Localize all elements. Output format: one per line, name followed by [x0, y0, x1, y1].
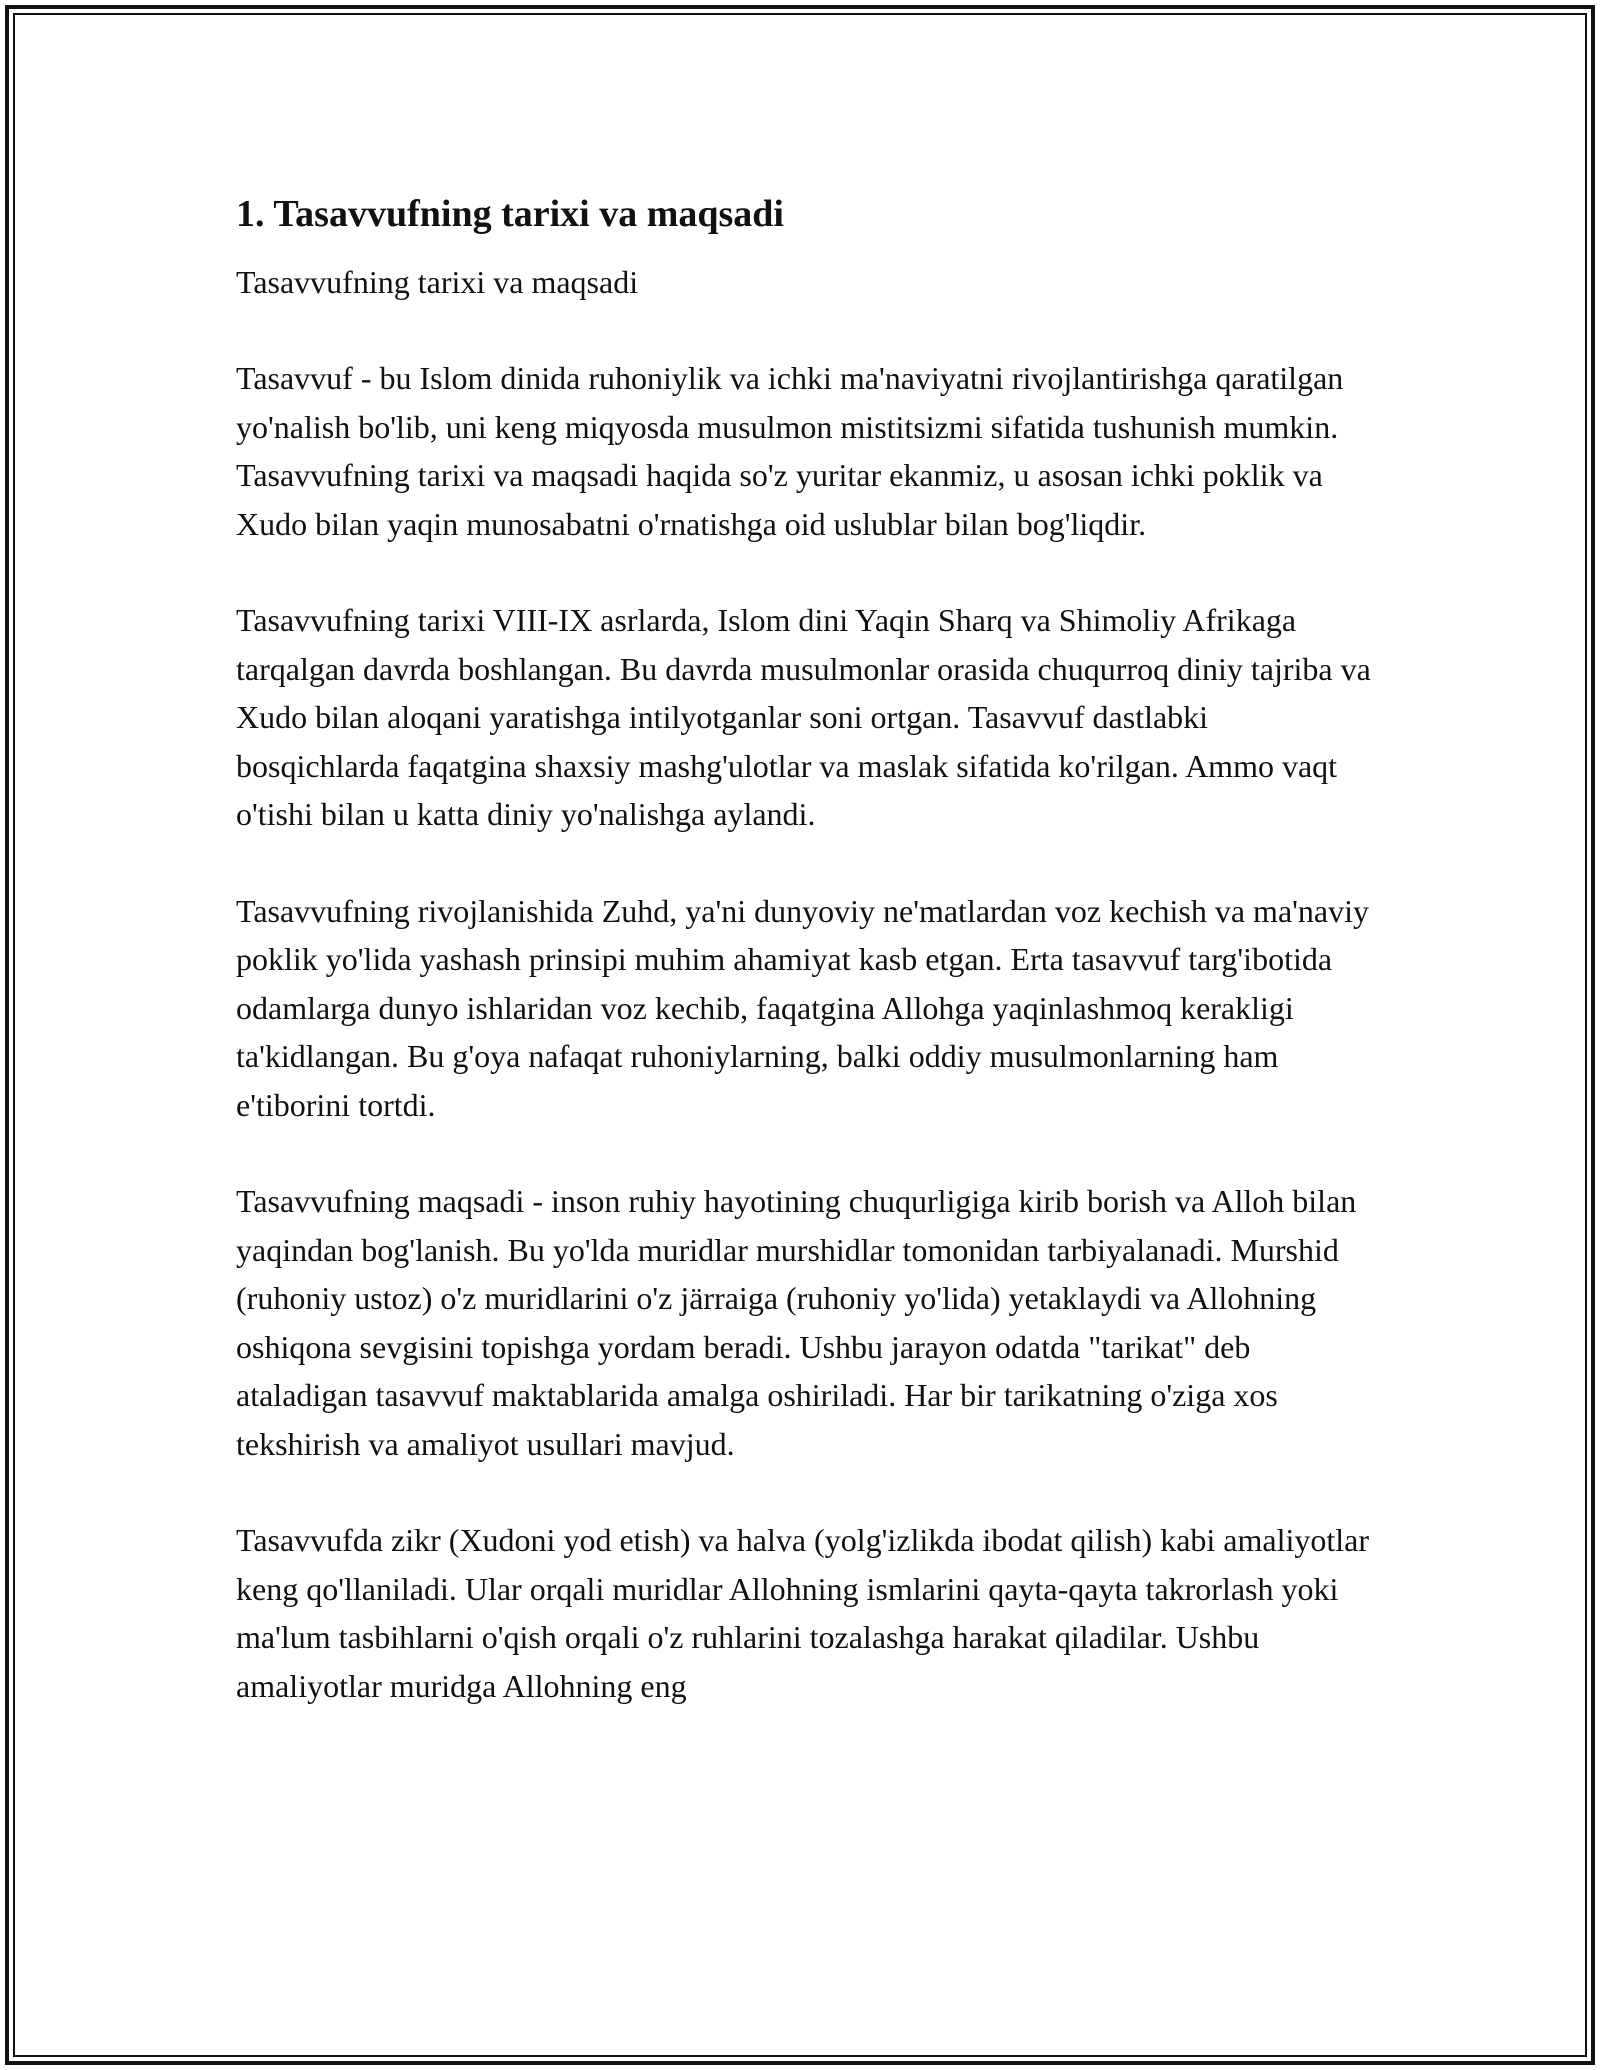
- paragraph-2: Tasavvufning tarixi VIII-IX asrlarda, Islom dini Yaqin Sharq va Shimoliy Afrikaga tarqalgan davrda boshlangan. Bu davrda musulmonlar orasida chuqurroq diniy tajriba va Xudo bilan aloqani yaratishga intilyotganlar soni ortgan. Tasavvuf dastlabki bosqichlarda faqatgina shaxsiy mashg'ulotlar va maslak sifatida ko'rilgan. Ammo vaqt o'tishi bilan u katta diniy yo'nalishga aylandi.: [236, 602, 1371, 832]
- paragraph-1: Tasavvuf - bu Islom dinida ruhoniylik va ichki ma'naviyatni rivojlantirishga qaratilgan yo'nalish bo'lib, uni keng miqyosda musulmon mistitsizmi sifatida tushunish mumkin. Tasavvufning tarixi va maqsadi haqida so'z yuritar ekanmiz, u asosan ichki poklik va Xudo bilan yaqin munosabatni o'rnatishga oid uslublar bilan bog'liqdir.: [236, 360, 1344, 542]
- paragraph-3: Tasavvufning rivojlanishida Zuhd, ya'ni dunyoviy ne'matlardan voz kechish va ma'naviy poklik yo'lida yashash prinsipi muhim ahamiyat kasb etgan. Erta tasavvuf targ'ibotida odamlarga dunyo ishlaridan voz kechib, faqatgina Allohga yaqinlashmoq kerakligi ta'kidlangan. Bu g'oya nafaqat ruhoniylarning, balki oddiy musulmonlarning ham e'tiborini tortdi.: [236, 892, 1369, 1123]
- paragraph-4: Tasavvufning maqsadi - inson ruhiy hayotining chuqurligiga kirib borish va Alloh bilan yaqindan bog'lanish. Bu yo'lda muridlar murshidlar tomonidan tarbiyalanadi. Murshid (ruhoniy ustoz) o'z muridlarini o'z järraiga (ruhoniy yo'lida) yetaklaydi va Allohning oshiqona sevgisini topishga yordam beradi. Ushbu jarayon odatda "tarikat" deb ataladigan tasavvuf maktablarida amalga oshiriladi. Har bir tarikatning o'ziga xos tekshirish va amaliyot usullari mavjud.: [236, 1183, 1357, 1462]
- document-body: [236, 182, 1376, 1710]
- section-subtitle: Tasavvufning tarixi va maqsadi: [236, 264, 639, 300]
- paragraph-5: Tasavvufda zikr (Xudoni yod etish) va halva (yolg'izlikda ibodat qilish) kabi amaliyotlar keng qo'llaniladi. Ular orqali muridlar Allohning ismlarini qayta-qayta takrorlash yoki ma'lum tasbihlarni o'qish orqali o'z ruhlarini tozalashga harakat qiladilar. Ushbu amaliyotlar muridga Allohning eng: [236, 1522, 1369, 1704]
- section-heading: 1. Tasavvufning tarixi va maqsadi: [236, 193, 784, 235]
